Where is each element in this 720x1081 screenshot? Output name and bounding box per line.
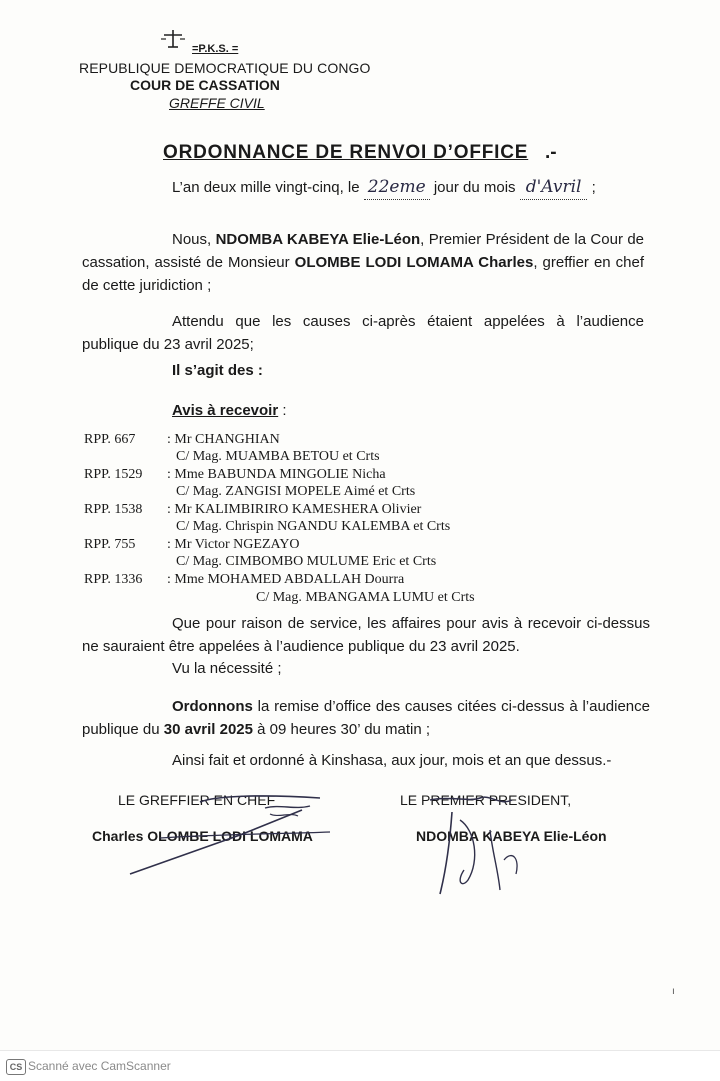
case-against-3: C/ Mag. Chrispin NGANDU KALEMBA et Crts xyxy=(176,519,451,534)
text-run: , Premier Président de la Cour de cassation, assisté de Monsieur xyxy=(82,231,645,271)
handwritten-day: 22eme xyxy=(367,177,426,197)
paragraph-ordonnons xyxy=(82,695,650,741)
date-middle: jour du mois xyxy=(429,179,520,196)
paragraph-attendu: Attendu que les causes ci-après étaient appelées à l’audience publique du 23 avril 2025; xyxy=(82,313,644,353)
avis-heading xyxy=(172,402,287,419)
handwritten-month: d'Avril xyxy=(525,177,582,197)
case-against-1: C/ Mag. MUAMBA BETOU et Crts xyxy=(176,449,380,464)
pks-label: =P.K.S. = xyxy=(192,43,239,55)
case-against-5: C/ Mag. MBANGAMA LUMU et Crts xyxy=(256,590,475,605)
ordonnons-word: Ordonnons xyxy=(172,698,253,715)
date-line xyxy=(172,176,652,200)
closing-line: Ainsi fait et ordonné à Kinshasa, aux jour, mois et an que dessus.- xyxy=(172,752,612,769)
title-tail: .- xyxy=(545,142,557,163)
scanner-watermark-text: Scanné avec CamScanner xyxy=(28,1059,171,1073)
case-ref-5: RPP. 1336 xyxy=(84,572,143,587)
document-title: ORDONNANCE DE RENVOI D’OFFICE xyxy=(163,142,529,163)
case-against-4: C/ Mag. CIMBOMBO MULUME Eric et Crts xyxy=(176,554,437,569)
text-run: , greffier en chef de cette juridiction ; xyxy=(82,254,644,294)
right-signatory-name: NDOMBA KABEYA Elie-Léon xyxy=(416,828,607,844)
court-name: COUR DE CASSATION xyxy=(130,77,280,93)
case-ref-4: RPP. 755 xyxy=(84,537,136,552)
republic-name: REPUBLIQUE DEMOCRATIQUE DU CONGO xyxy=(79,60,371,76)
text-run: à 09 heures 30’ du matin ; xyxy=(253,721,431,738)
right-signatory-title: LE PREMIER PRESIDENT, xyxy=(400,792,572,808)
date-prefix: L’an deux mille vingt-cinq, le xyxy=(172,179,364,196)
right-signature-icon xyxy=(420,790,580,900)
left-signatory-title: LE GREFFIER EN CHEF xyxy=(118,792,276,808)
left-signature-icon xyxy=(120,790,340,880)
text-run: la remise d’office des causes citées ci-dessus à l’audience publique du xyxy=(82,698,650,738)
hearing-date: 30 avril 2025 xyxy=(163,721,253,738)
office-name: GREFFE CIVIL xyxy=(169,95,265,111)
case-ref-2: RPP. 1529 xyxy=(84,467,143,482)
avis-colon: : xyxy=(278,402,287,419)
paragraph-nous xyxy=(82,228,644,297)
case-party-2: : Mme BABUNDA MINGOLIE Nicha xyxy=(167,467,386,482)
paragraph-service: Que pour raison de service, les affaires pour avis à recevoir ci-dessus ne sauraient être appelées à l’audience publique du 23 avril 2025. xyxy=(82,615,650,655)
date-suffix: ; xyxy=(587,179,596,196)
case-party-3: : Mr KALIMBIRIRO KAMESHERA Olivier xyxy=(167,502,422,517)
clerk-name: OLOMBE LODI LOMAMA Charles xyxy=(294,254,534,271)
case-ref-3: RPP. 1538 xyxy=(84,502,143,517)
stray-mark: ı xyxy=(672,986,675,997)
left-signatory-name: Charles OLOMBE LODI LOMAMA xyxy=(92,828,313,844)
scales-emblem-icon xyxy=(160,28,186,50)
text-run: Nous, xyxy=(172,231,216,248)
case-party-4: : Mr Victor NGEZAYO xyxy=(167,537,300,552)
camscanner-icon: CS xyxy=(6,1059,26,1075)
il-sagit-label: Il s’agit des : xyxy=(172,362,263,379)
case-ref-1: RPP. 667 xyxy=(84,432,136,447)
vu-line: Vu la nécessité ; xyxy=(172,660,282,677)
case-against-2: C/ Mag. ZANGISI MOPELE Aimé et Crts xyxy=(176,484,416,499)
president-name: NDOMBA KABEYA Elie-Léon xyxy=(215,231,421,248)
avis-heading-text: Avis à recevoir xyxy=(172,402,279,419)
case-party-5: : Mme MOHAMED ABDALLAH Dourra xyxy=(167,572,405,587)
case-party-1: : Mr CHANGHIAN xyxy=(167,432,280,447)
scan-footer xyxy=(0,1050,720,1081)
